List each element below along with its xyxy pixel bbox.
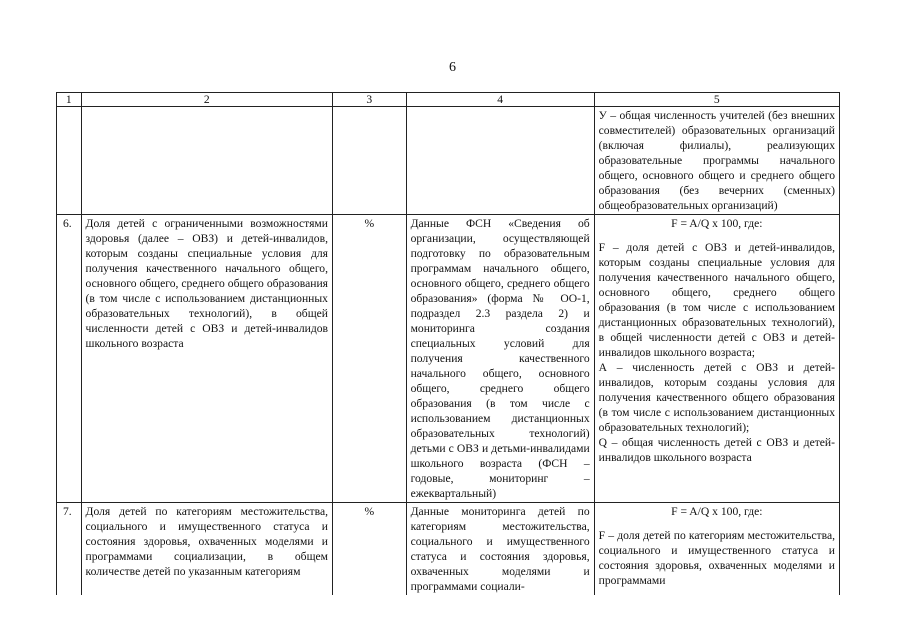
row7-formula: F = A/Q x 100, где: — [671, 505, 763, 518]
cont-num-cell — [57, 107, 82, 215]
indicators-table — [56, 92, 840, 595]
row7-definition-f: F – доля детей по категориям местожительства, социального и имущественного статуса и состояния здоровья, охваченных моделями и программами — [598, 529, 835, 587]
page-number: 6 — [449, 60, 456, 75]
row6-method — [594, 215, 839, 503]
row6-definition-f: F – доля детей с ОВЗ и детей-инвалидов, которым созданы специальные условия для получения качественного начального общего, основного общего, среднего общего образования (в том числе с использованием дистанционных образовательных технологий), в общей численности детей с ОВЗ и детей-инвалидов школьного возраста; — [598, 241, 835, 359]
column-number-5: 5 — [594, 93, 839, 107]
cont-source-cell — [406, 107, 594, 215]
row7-unit: % — [332, 503, 406, 596]
table-row-continuation — [57, 107, 840, 215]
table-row-6 — [57, 215, 840, 503]
row6-source: Данные ФСН «Сведения об организации, осуществляющей подготовку по образовательным программам начального общего, основного общего, среднего общего образования» (форма № ОО-1, подраздел 2.3 раздела 2) и мониторинга создания специальных условий для получения качественного начального общего, основного общего, среднего общего образования (в том числе с использованием дистанционных образовательных технологий) детьми с ОВЗ и детьми-инвалидами школьного возраста (ФСН – годовые, мониторинг – ежеквартальный) — [406, 215, 594, 503]
cont-indicator-cell — [81, 107, 332, 215]
table-row-7 — [57, 503, 840, 596]
row6-definition-a: А – численность детей с ОВЗ и детей-инвалидов, которым созданы условия для получения качественного общего образования (в том числе с использованием дистанционных образовательных технологий); — [598, 361, 835, 434]
cont-unit-cell — [332, 107, 406, 215]
column-number-3: 3 — [332, 93, 406, 107]
row7-method — [594, 503, 839, 596]
row6-formula: F = A/Q x 100, где: — [671, 217, 763, 230]
row6-indicator: Доля детей с ограниченными возможностями здоровья (далее – ОВЗ) и детей-инвалидов, которым созданы специальные условия для получения качественного начального общего, основного общего, среднего общего образования (в том числе с использованием дистанционных образовательных технологий), в общей численности детей с ОВЗ и детей-инвалидов школьного возраста — [81, 215, 332, 503]
row7-number: 7. — [57, 503, 82, 596]
column-number-2: 2 — [81, 93, 332, 107]
row6-definition-q: Q – общая численность детей с ОВЗ и детей-инвалидов школьного возраста — [598, 436, 835, 464]
column-number-row — [57, 93, 840, 107]
row7-source: Данные мониторинга детей по категориям местожительства, социального и имущественного статуса и состояния здоровья, охваченных моделями и программами социали- — [406, 503, 594, 596]
row7-indicator: Доля детей по категориям местожительства, социального и имущественного статуса и состояния здоровья, охваченных моделями и программами социализации, в общем количестве детей по указанным категориям — [81, 503, 332, 596]
column-number-4: 4 — [406, 93, 594, 107]
row6-number: 6. — [57, 215, 82, 503]
column-number-1: 1 — [57, 93, 82, 107]
cont-method-cell: У – общая численность учителей (без внешних совместителей) образовательных организаций (включая филиалы), реализующих образовательные программы начального общего, основного общего и среднего общего образования (без вечерних (сменных) общеобразовательных организаций) — [594, 107, 839, 215]
row6-unit: % — [332, 215, 406, 503]
